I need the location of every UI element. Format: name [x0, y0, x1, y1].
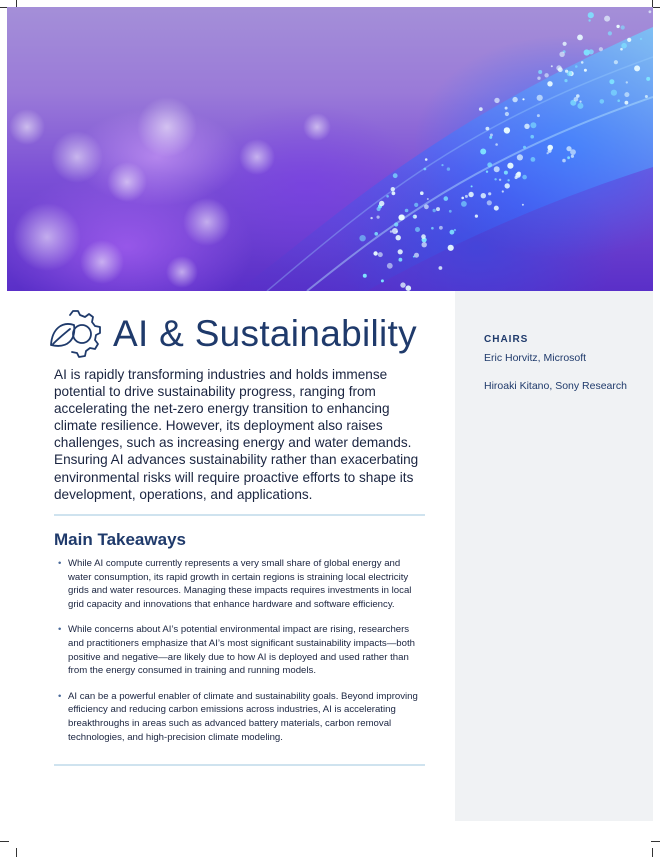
bokeh-light [137, 97, 197, 157]
light-dot [599, 47, 603, 51]
light-dot [377, 207, 381, 211]
takeaways-list [58, 557, 422, 756]
light-dot [436, 207, 440, 211]
light-dot [515, 176, 518, 179]
light-dot [433, 209, 436, 212]
light-dot [544, 73, 548, 77]
crop-mark [652, 848, 653, 857]
light-dot [522, 175, 527, 180]
light-dot [413, 216, 415, 218]
light-dot [538, 70, 542, 74]
light-dot [634, 65, 640, 71]
light-dot [448, 245, 454, 251]
light-dot [588, 12, 594, 18]
light-dot [461, 201, 467, 207]
bokeh-light [303, 113, 331, 141]
light-dot [487, 200, 492, 205]
light-dot [378, 252, 383, 257]
light-dot [488, 192, 491, 195]
bokeh-light [80, 240, 124, 284]
light-dot [502, 190, 504, 192]
light-dot [537, 114, 540, 117]
light-dot [616, 25, 619, 28]
bokeh-light [166, 256, 198, 288]
light-dot [588, 19, 590, 21]
light-dot [564, 79, 567, 82]
light-dot [608, 31, 612, 35]
light-dot [584, 69, 587, 72]
bullet-icon: • [58, 624, 62, 636]
light-dot [374, 232, 378, 236]
light-dot [373, 251, 377, 255]
light-dot [617, 99, 620, 102]
light-dot [571, 155, 574, 158]
light-dot [494, 98, 499, 103]
light-dot [424, 204, 429, 209]
bullet-icon: • [58, 690, 62, 702]
light-dot [611, 90, 617, 96]
list-item [58, 557, 422, 611]
light-dot [547, 152, 549, 154]
light-dot [475, 215, 478, 218]
light-dot [624, 92, 629, 97]
light-dot [486, 127, 490, 131]
light-dot [454, 229, 456, 231]
light-dot [392, 228, 398, 234]
light-dot [547, 81, 552, 86]
light-dot [392, 191, 396, 195]
light-dot [507, 179, 509, 181]
light-dot [640, 38, 642, 40]
light-dot [584, 49, 590, 55]
light-dot [531, 157, 536, 162]
light-dot [396, 235, 401, 240]
light-dot [627, 38, 631, 42]
light-dot [562, 159, 566, 163]
light-dot [405, 209, 409, 213]
light-dot [620, 48, 623, 51]
takeaway-text: While AI compute currently represents a very small share of global energy and water consumption, its rapid growth in certain regions is straining local electricity grids and water resources. Managing these impacts requires investments in local grid capacity and innovations that enhance hardware and software efficiency. [68, 558, 412, 610]
light-dot [406, 285, 412, 291]
light-dot [646, 77, 650, 81]
light-dot [377, 216, 380, 219]
light-dot [449, 210, 452, 213]
light-dot [621, 25, 625, 29]
light-dot [468, 192, 473, 197]
light-dot [394, 222, 398, 226]
light-dot [575, 65, 578, 68]
light-dot [386, 195, 389, 198]
crop-mark [651, 841, 660, 842]
light-dot [399, 258, 403, 262]
light-dot [614, 60, 618, 64]
light-dot [563, 42, 567, 46]
light-dot [441, 164, 443, 166]
light-dot [424, 168, 427, 171]
light-dot [494, 166, 500, 172]
takeaway-text: While concerns about AI’s potential environmental impact are rising, researchers and practitioners emphasize that AI’s most significant sustainability impacts—both positive and negative—are likely due to how AI is deployed and used rather than from the energy consumed in training and running models. [68, 624, 415, 677]
light-dot [524, 124, 529, 129]
light-dot [444, 196, 449, 201]
light-dot [577, 35, 583, 41]
page-title: AI & Sustainability [113, 313, 417, 354]
light-dot [505, 112, 509, 116]
light-dot [425, 158, 428, 161]
light-dot [479, 107, 483, 111]
light-dot [604, 16, 610, 22]
leaf-gear-icon [48, 309, 102, 359]
crop-mark [0, 841, 9, 842]
light-dot [530, 135, 534, 139]
light-dot [556, 65, 561, 70]
light-dot [523, 146, 526, 149]
light-dot [649, 10, 652, 13]
chairs-heading: CHAIRS [484, 334, 529, 345]
light-dot [505, 107, 508, 110]
light-dot [439, 226, 443, 230]
light-dot [487, 162, 492, 167]
light-dot [505, 183, 510, 188]
light-dot [495, 143, 498, 146]
light-dot [379, 201, 384, 206]
light-dot [400, 282, 405, 287]
intro-paragraph: AI is rapidly transforming industries and holds immense potential to drive sustainability progress, ranging from accelerating the net-zero energy transition to enhancing climate resilience. However, its deployment also raises challenges, such as increasing energy and water demands. Ensuring AI advances sustainability rather than exacerbating environmental risks will require proactive efforts to shape its development, operations, and applications. [54, 367, 419, 502]
light-dot [625, 101, 629, 105]
light-dot [567, 156, 570, 159]
light-dot [522, 98, 524, 100]
light-dot [398, 215, 404, 221]
bokeh-light [239, 139, 275, 175]
light-dot [422, 242, 427, 247]
light-dot [387, 263, 393, 269]
light-dot [359, 235, 365, 241]
light-dot [447, 167, 450, 170]
light-dot [507, 163, 513, 169]
light-dot [415, 227, 420, 232]
light-dot [450, 230, 455, 235]
light-dot [522, 204, 524, 206]
light-dot [381, 279, 384, 282]
crop-mark [16, 848, 17, 857]
light-dot [559, 52, 564, 57]
light-dot [577, 103, 583, 109]
light-dot [504, 171, 508, 175]
light-dot [393, 173, 398, 178]
light-dot [439, 266, 443, 270]
light-dot [363, 274, 367, 278]
light-dot [530, 122, 536, 128]
divider [54, 764, 425, 766]
chairs-sidebar [455, 291, 653, 821]
chair-name: Eric Horvitz, Microsoft [484, 352, 587, 364]
circuit-pattern [7, 7, 653, 291]
takeaway-text: AI can be a powerful enabler of climate and sustainability goals. Beyond improving efficiency and reducing carbon emissions across industries, AI is accelerating breakthroughs in areas such as advanced battery materials, carbon removal technologies, and high-precision climate modeling. [68, 690, 418, 743]
bokeh-light [13, 203, 81, 271]
light-dot [461, 197, 464, 200]
light-dot [391, 187, 395, 191]
light-dot [621, 43, 627, 49]
light-dot [431, 227, 434, 230]
light-dot [551, 65, 553, 67]
light-dot [547, 145, 553, 151]
light-dot [570, 149, 576, 155]
chair-name: Hiroaki Kitano, Sony Research [484, 380, 627, 392]
light-dot [489, 136, 492, 139]
list-item [58, 623, 422, 677]
light-dot [370, 217, 372, 219]
light-dot [537, 77, 540, 80]
light-dot [390, 230, 392, 232]
light-dot [421, 234, 426, 239]
light-dot [480, 149, 486, 155]
light-dot [512, 97, 517, 102]
light-dot [504, 127, 510, 133]
bullet-icon: • [58, 558, 62, 569]
light-dot [471, 185, 473, 187]
light-dot [645, 95, 648, 98]
bokeh-light [9, 109, 45, 145]
light-dot [579, 101, 581, 103]
divider [54, 514, 425, 516]
list-item [58, 690, 422, 744]
bokeh-light [51, 131, 103, 183]
light-dot [427, 198, 429, 200]
light-dot [398, 249, 403, 254]
light-dot [494, 178, 496, 180]
bokeh-light [183, 198, 231, 246]
light-dot [414, 203, 418, 207]
light-dot [581, 61, 584, 64]
light-dot [481, 193, 486, 198]
light-dot [537, 95, 543, 101]
light-dot [609, 79, 614, 84]
light-dot [465, 195, 468, 198]
light-dot [626, 81, 628, 83]
light-dot [420, 191, 424, 195]
bokeh-light [107, 162, 147, 202]
hero-image [7, 7, 653, 291]
light-dot [600, 99, 605, 104]
light-dot [413, 256, 415, 258]
light-dot [576, 94, 580, 98]
takeaways-heading: Main Takeaways [54, 530, 186, 549]
light-dot [494, 206, 499, 211]
light-dot [499, 179, 501, 181]
light-dot [565, 70, 568, 73]
light-dot [517, 154, 523, 160]
light-dot [486, 171, 488, 173]
